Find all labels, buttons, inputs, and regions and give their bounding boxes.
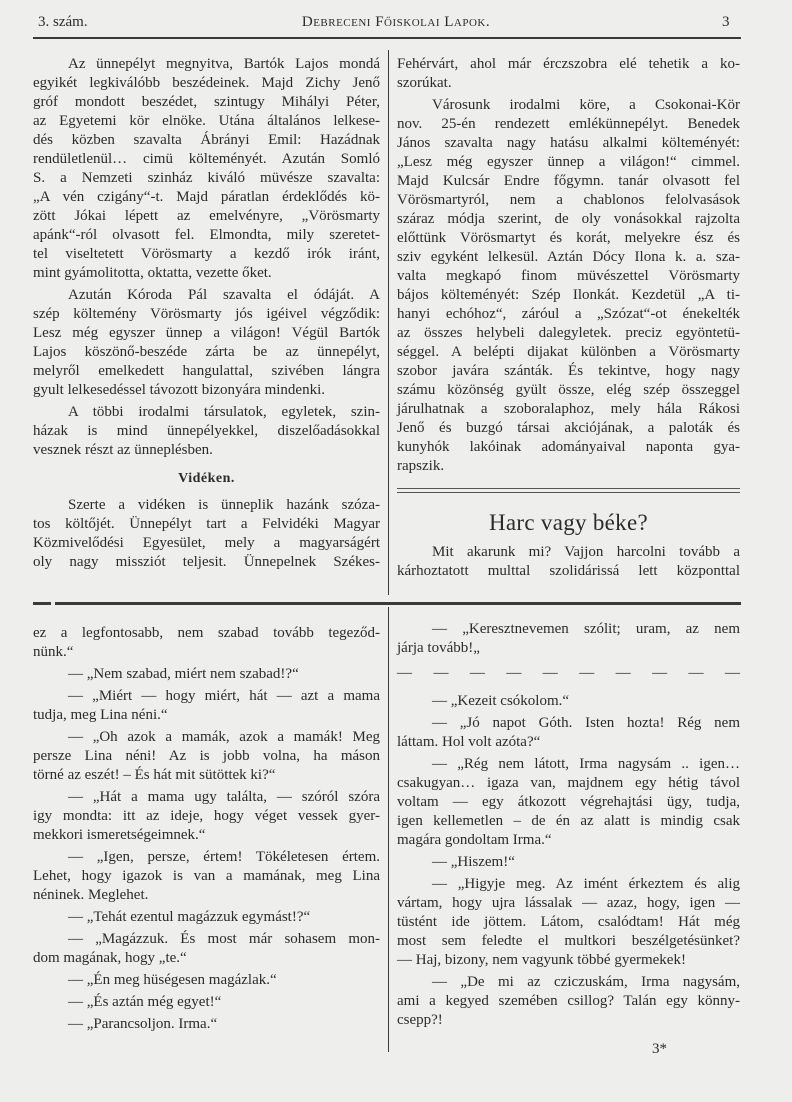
- paragraph: [397, 853, 740, 872]
- paragraph: [397, 543, 740, 581]
- paragraph: [33, 496, 380, 572]
- text-line: — „Én meg hüségesen magázlak.“: [68, 972, 277, 988]
- paragraph: [33, 286, 380, 400]
- text-line: dés közben szavalta Ábrányi Emil: Hazádnak: [33, 132, 380, 148]
- text-line: — „Jó napot Góth. Isten hozta! Rég nem: [432, 715, 740, 731]
- text-line: igen kellemetlen – de én az alatt is mindig csak: [397, 813, 740, 829]
- text-line: száraz módja szerint, de oly vonásokkal rajzolta: [397, 211, 740, 227]
- text-line: járja tovább!„: [397, 640, 480, 656]
- paragraph: [33, 687, 380, 725]
- text-line: Lehet, hogy igazok is van a mamának, meg Lina: [33, 868, 380, 884]
- text-line: — „Oh azok a mamák, azok a mamák! Meg: [68, 729, 380, 745]
- paragraph: [397, 714, 740, 752]
- text-line: valta megkapó finom müvészettel Vörösmarty: [397, 268, 740, 284]
- paragraph: [33, 728, 380, 785]
- paragraph: [33, 1015, 380, 1034]
- text-line: gróf mondott beszédet, szintugy Mihályi Péter,: [33, 94, 380, 110]
- text-line: mekkori ismeretségeimnek.“: [33, 827, 206, 843]
- text-line: — „Rég nem látott, Irma nagysám .. igen…: [432, 756, 740, 772]
- section-heading: Vidéken.: [178, 471, 235, 486]
- text-line: házak is mind ünnepélyekkel, diszelőadásokkal: [33, 423, 380, 439]
- text-line: tüstént ide jöttem. Látom, csalódtam! Hát még: [397, 914, 740, 930]
- issue-number: 3. szám.: [38, 14, 88, 30]
- text-line: oly nagy missziót teljesit. Ünnepelnek Székes-: [33, 554, 380, 570]
- paragraph: [33, 55, 380, 283]
- dash-separator: — — — — — — — — — —: [397, 665, 740, 681]
- text-line: zött Jókai lépett az emelvényre, „Vörösmarty: [33, 208, 380, 224]
- text-line: melyről emelkedett hangulattal, szivében lángra: [33, 363, 380, 379]
- paragraph: [33, 624, 380, 662]
- text-line: Azután Kóroda Pál szavalta el ódáját. A: [68, 287, 380, 303]
- text-line: igy mondta: itt az ideje, hogy véget vessek gyer-: [33, 808, 380, 824]
- text-line: — „Higyje meg. Az imént érkeztem és alig: [432, 876, 740, 892]
- text-line: Szerte a vidéken is ünneplik hazánk szóza-: [68, 497, 380, 513]
- column-bottom-left: [33, 624, 380, 1037]
- text-line: — „Magázzuk. És most már sohasem mon-: [68, 931, 380, 947]
- text-line: Vörösmartyról, nem a chablonos felolvasások: [397, 192, 740, 208]
- text-line: „A vén czigány“-t. Majd páratlan érdeklődés kö-: [33, 189, 380, 205]
- paragraph: [397, 55, 740, 93]
- text-line: Közmivelődési Egyesület, mely a magyarságért: [33, 535, 380, 551]
- text-line: Az ünnepélyt megnyitva, Bartók Lajos mondá: [68, 56, 380, 72]
- paragraph: [33, 403, 380, 460]
- section-divider-short: [33, 602, 51, 605]
- text-line: tudja, meg Lina néni.“: [33, 707, 168, 723]
- text-line: — „És aztán még egyet!“: [68, 994, 222, 1010]
- column-divider-bottom: [388, 607, 389, 1052]
- text-line: Lesz még egyszer ünnep a világon! Végül Bartók: [33, 325, 380, 341]
- text-line: kunyhók lakóinak adományaival naponta gya-: [397, 439, 740, 455]
- signature-mark: 3*: [652, 1041, 667, 1057]
- paragraph: [397, 875, 740, 970]
- text-line: persze Lina néni! Az is jobb volna, ha máson: [33, 748, 380, 764]
- text-line: bájos költeményét: Szép Ilonkát. Kezdetül „A ti-: [397, 287, 740, 303]
- text-line: nov. 25-én rendezett emlékünnepélyt. Benedek: [397, 116, 740, 132]
- text-line: előttünk Vörösmartyt és korát, melyekre ész és: [397, 230, 740, 246]
- page-number: 3: [722, 14, 730, 30]
- text-line: mint gyámolitotta, oktatta, vezette őket.: [33, 265, 272, 281]
- text-line: Mit akarunk mi? Vajjon harcolni tovább a: [432, 544, 740, 560]
- text-line: — „Igen, persze, értem! Tökéletesen értem.: [68, 849, 380, 865]
- text-line: sziv egyként lelkesül. Aztán Dócy Ilona k. a. sza-: [397, 249, 740, 265]
- text-line: szorúkat.: [397, 75, 452, 91]
- text-line: — „Parancsoljon. Irma.“: [68, 1016, 218, 1032]
- text-line: számu közönség gyült össze, elég szép összeggel: [397, 382, 740, 398]
- text-line: szép költemény Vörösmarty jós igéivel végződik:: [33, 306, 380, 322]
- header-rule: [33, 37, 741, 39]
- paragraph: [33, 971, 380, 990]
- paragraph: [33, 993, 380, 1012]
- paragraph: [397, 973, 740, 1030]
- text-line: magára gondoltam Irma.“: [397, 832, 552, 848]
- text-line: rapszik.: [397, 458, 445, 474]
- text-line: — Haj, bizony, nem vagyunk többé gyermekek!: [397, 952, 686, 968]
- paragraph: [33, 930, 380, 968]
- text-line: Jenő és buzgó társai akciójának, a paloták és: [397, 420, 740, 436]
- text-line: János szavalta nagy hatásu alkalmi költeményét:: [397, 135, 740, 151]
- text-line: csepp?!: [397, 1012, 443, 1028]
- paragraph: [397, 755, 740, 850]
- journal-title: Debreceni Főiskolai Lapok.: [301, 14, 491, 30]
- text-line: ami a kegyed szemében csillog? Talán egy könny-: [397, 993, 740, 1009]
- paragraph: [33, 665, 380, 684]
- paragraph: [33, 908, 380, 927]
- text-line: Fehérvárt, ahol már érczszobra elé tehetik a ko-: [397, 56, 740, 72]
- text-line: — „Hát a mama ugy találta, — szóról szóra: [68, 789, 380, 805]
- paragraph: [33, 848, 380, 905]
- text-line: Majd Kulcsár Endre főgymn. tanár olvasott fel: [397, 173, 740, 189]
- text-line: Lajos köszönő-beszéde zárta be az ünnepélyt,: [33, 344, 380, 360]
- text-line: — „Miért — hogy miért, hát — azt a mama: [68, 688, 380, 704]
- text-line: ez a legfontosabb, nem szabad tovább tegeződ-: [33, 625, 380, 641]
- column-divider-top: [388, 50, 389, 595]
- text-line: — „De mi az cziczuskám, Irma nagysám,: [432, 974, 740, 990]
- text-line: apánk“-ról olvasott fel. Elmondta, mily szeretet-: [33, 227, 380, 243]
- text-line: — „Nem szabad, miért nem szabad!?“: [68, 666, 299, 682]
- text-line: járulhatnak a szoboralaphoz, mely hála Rákosi: [397, 401, 740, 417]
- text-line: rendületlenül… cimü költeményét. Azután Somló: [33, 151, 380, 167]
- text-line: tel viseltetett Vörösmarty a kezdő irók iránt,: [33, 246, 380, 262]
- text-line: hanyi echóhoz“, záróul a „Szózat“-ot énekelték: [397, 306, 740, 322]
- text-line: voltam — egy átkozott végrehajtási ügy, tudja,: [397, 794, 740, 810]
- text-line: törné az eszét! – És hát mit sütöttek ki?“: [33, 767, 276, 783]
- paragraph: [397, 620, 740, 658]
- text-line: — „Kezeit csókolom.“: [432, 693, 570, 709]
- text-line: séggel. A belépti dijakat különben a Vörösmarty: [397, 344, 740, 360]
- text-line: tos költőjét. Ünnepélyt tart a Felvidéki Magyar: [33, 516, 380, 532]
- double-rule: [397, 488, 740, 493]
- text-line: az összes helybeli dalegyletek. preciz egyöntetü-: [397, 325, 740, 341]
- column-top-left: [33, 55, 380, 575]
- column-bottom-right: [397, 620, 740, 1033]
- text-line: dom magának, hogy „te.“: [33, 950, 187, 966]
- text-line: S. a Nemzeti szinház kiváló müvésze szavalta:: [33, 170, 380, 186]
- text-line: gyult lelkesedéssel távozott bizonyára mindenki.: [33, 382, 326, 398]
- text-line: vesznek részt az ünneplésben.: [33, 442, 213, 458]
- paragraph: [33, 788, 380, 845]
- text-line: nünk.“: [33, 644, 74, 660]
- paragraph: [397, 96, 740, 476]
- text-line: egyikét legkiválóbb beszédeinek. Majd Zichy Jenő: [33, 75, 380, 91]
- paragraph: [397, 692, 740, 711]
- text-line: most sem feledte el multkori beszélgetésünket?: [397, 933, 740, 949]
- text-line: — „Tehát ezentul magázzuk egymást!?“: [68, 909, 311, 925]
- text-line: csakugyan… igaza van, majdnem egy hétig távol: [397, 775, 740, 791]
- text-line: néninek. Meglehet.: [33, 887, 149, 903]
- text-line: Városunk irodalmi köre, a Csokonai-Kör: [432, 97, 740, 113]
- text-line: — „Hiszem!“: [432, 854, 515, 870]
- text-line: az Egyetemi kör elnöke. Utána általános lelkese-: [33, 113, 380, 129]
- text-line: A többi irodalmi társulatok, egyletek, szin-: [68, 404, 380, 420]
- article-title: Harc vagy béke?: [488, 510, 649, 535]
- text-line: kárhoztatott multtal szolidárissá lett központtal: [397, 563, 740, 579]
- text-line: vártam, hogy ujra lássalak — azaz, hogy, igen —: [397, 895, 740, 911]
- column-top-right: [397, 55, 740, 584]
- text-line: szobor javára szánták. És tekintve, hogy nagy: [397, 363, 740, 379]
- text-line: „Lesz még egyszer ünnep a világon!“ cimmel.: [397, 154, 740, 170]
- text-line: — „Keresztnevemen szólit; uram, az nem: [432, 621, 740, 637]
- text-line: láttam. Hol volt azóta?“: [397, 734, 541, 750]
- section-divider: [55, 602, 741, 605]
